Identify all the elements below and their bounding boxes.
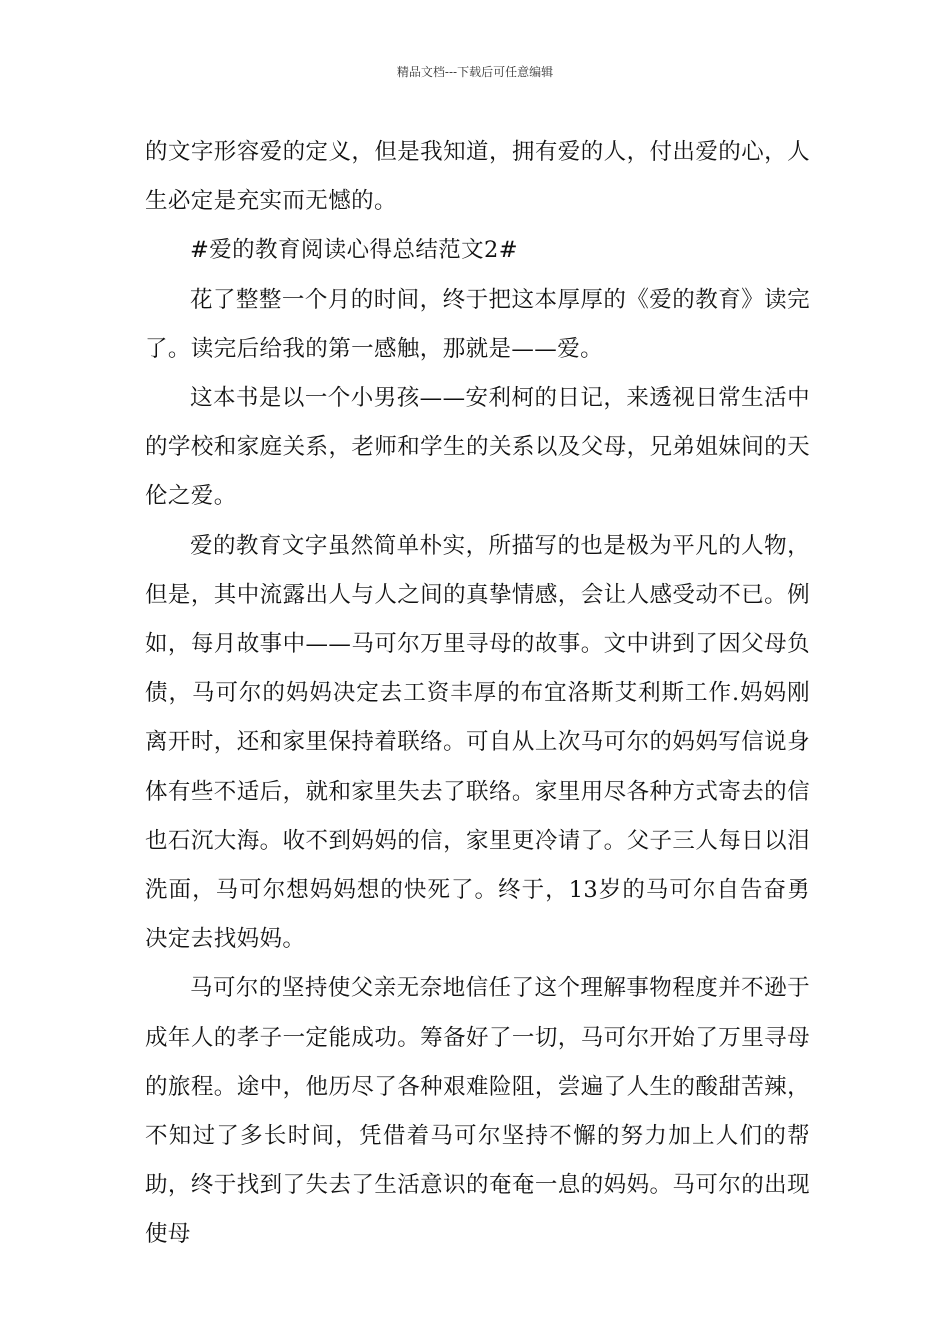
paragraph: 这本书是以一个小男孩——安利柯的日记，来透视日常生活中的学校和家庭关系，老师和学生的关系以及父母，兄弟姐妹间的天伦之爱。 [145,385,810,510]
paragraph: 花了整整一个月的时间，终于把这本厚厚的《爱的教育》读完了。读完后给我的第一感触，那就是——爱。 [145,286,810,362]
page-header: 精品文档---下载后可任意编辑 [396,65,554,79]
document-body [145,128,810,1260]
paragraph: 爱的教育文字虽然简单朴实，所描写的也是极为平凡的人物，但是，其中流露出人与人之间的真挚情感，会让人感受动不已。例如，每月故事中——马可尔万里寻母的故事。文中讲到了因父母负债，马可尔的妈妈决定去工资丰厚的布宜洛斯艾利斯工作.妈妈刚离开时，还和家里保持着联络。可自从上次马可尔的妈妈写信说身体有些不适后，就和家里失去了联络。家里用尽各种方式寄去的信也石沉大海。收不到妈妈的信，家里更冷请了。父子三人每日以泪洗面，马可尔想妈妈想的快死了。终于，13岁的马可尔自告奋勇决定去找妈妈。 [145,532,810,953]
section-heading: #爱的教育阅读心得总结范文2# [190,237,519,264]
paragraph-continuation: 的文字形容爱的定义，但是我知道，拥有爱的人，付出爱的心，人生必定是充实而无憾的。 [145,139,810,215]
paragraph: 马可尔的坚持使父亲无奈地信任了这个理解事物程度并不逊于成年人的孝子一定能成功。筹备好了一切，马可尔开始了万里寻母的旅程。途中，他历尽了各种艰难险阻，尝遍了人生的酸甜苦辣，不知过了多长时间，凭借着马可尔坚持不懈的努力加上人们的帮助，终于找到了失去了生活意识的奄奄一息的妈妈。马可尔的出现使母 [145,975,810,1248]
